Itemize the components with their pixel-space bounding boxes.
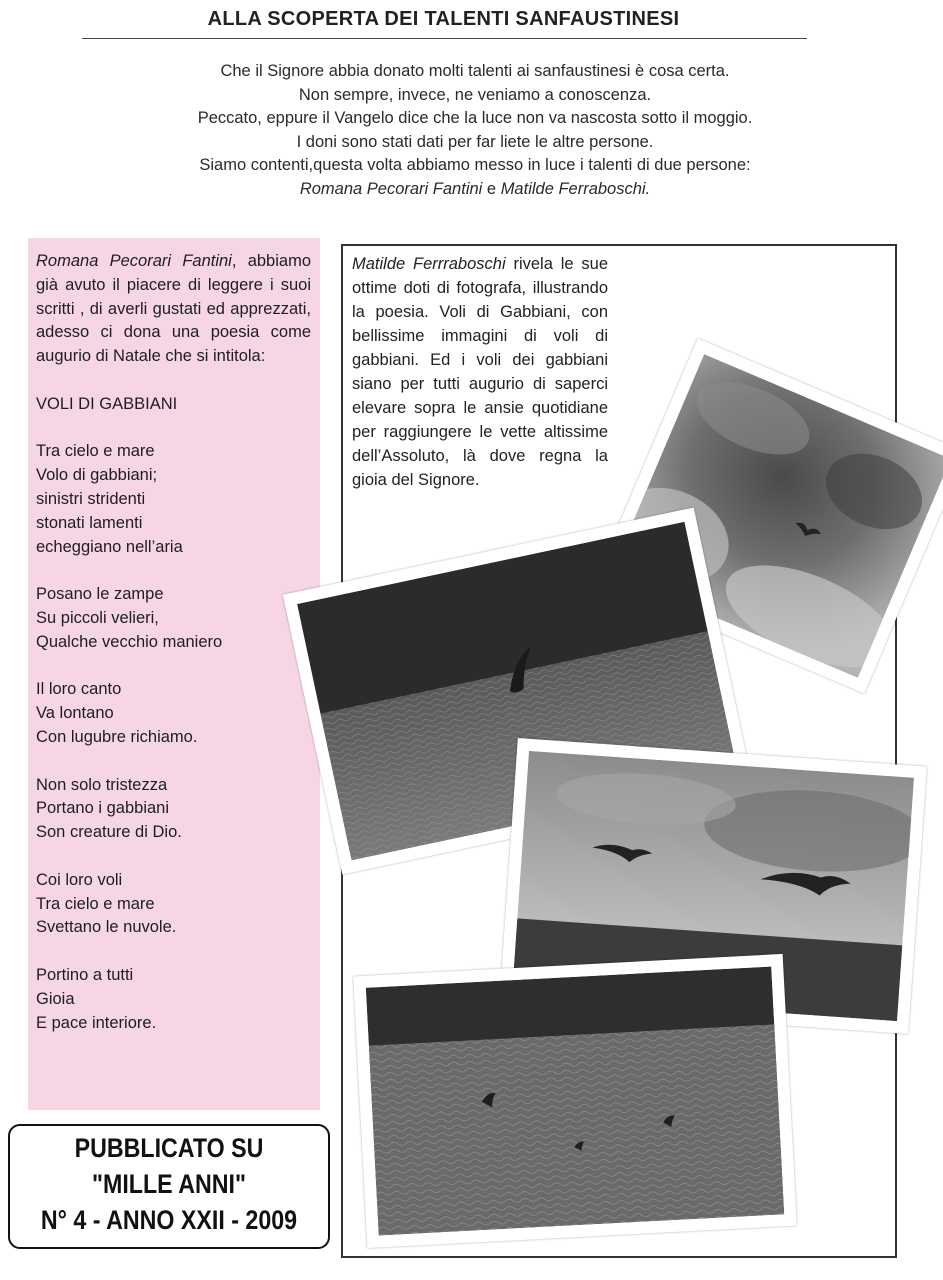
title-divider xyxy=(82,38,807,39)
poem-line: Su piccoli velieri, xyxy=(36,608,159,627)
intro-names-line xyxy=(110,178,840,202)
poem-stanza xyxy=(36,678,311,749)
poem-line: Portino a tutti xyxy=(36,965,134,984)
poem-line: Qualche vecchio maniero xyxy=(36,632,223,651)
poem-line: Non solo tristezza xyxy=(36,775,168,794)
poem-line: Tra cielo e mare xyxy=(36,894,155,913)
stamp-line-1: PUBBLICATO SU xyxy=(74,1133,264,1163)
poem-line: Tra cielo e mare xyxy=(36,442,155,461)
stamp-line-3: N° 4 - ANNO XXII - 2009 xyxy=(40,1205,298,1235)
poem-line: Gioia xyxy=(36,989,75,1008)
poem-line: stonati lamenti xyxy=(36,513,143,532)
photographer-text xyxy=(352,252,608,492)
intro-conjunction: e xyxy=(482,179,501,198)
poem-column xyxy=(28,238,320,1110)
poem-title: VOLI DI GABBIANI xyxy=(36,394,178,413)
poem-intro-text xyxy=(36,250,311,369)
poem-line: Posano le zampe xyxy=(36,585,164,604)
intro-line: I doni sono stati dati per far liete le altre persone. xyxy=(296,132,654,151)
stamp-line-2: "MILLE ANNI" xyxy=(91,1169,247,1199)
poem-line: E pace interiore. xyxy=(36,1013,157,1032)
intro-name-romana: Romana Pecorari Fantini xyxy=(299,179,483,198)
photo-image xyxy=(366,967,784,1236)
poem-line: Con lugubre richiamo. xyxy=(36,727,198,746)
poem-line: sinistri stridenti xyxy=(36,489,146,508)
intro-line: Peccato, eppure il Vangelo dice che la luce non va nascosta sotto il moggio. xyxy=(197,109,753,127)
poem-stanza xyxy=(36,869,311,940)
poem-line: Il loro canto xyxy=(36,680,122,699)
poem-line: echeggiano nell’aria xyxy=(36,537,183,556)
poem-stanza xyxy=(36,440,311,559)
intro-line: Che il Signore abbia donato molti talenti ai sanfaustinesi è cosa certa. xyxy=(220,62,730,80)
photo-sea-distant-gulls xyxy=(353,954,797,1248)
intro-name-matilde: Matilde Ferraboschi. xyxy=(500,179,651,198)
poem-line: Portano i gabbiani xyxy=(36,799,170,818)
poem-line: Coi loro voli xyxy=(36,870,123,889)
poem-line: Va lontano xyxy=(36,704,114,723)
publication-stamp xyxy=(8,1124,330,1249)
poem-stanza xyxy=(36,774,311,845)
poem-author-name: Romana Pecorari Fantini xyxy=(36,252,232,270)
poem-intro-body: , abbiamo già avuto il piacere di leggere i suoi scritti , di averli gustati ed apprezzati, adesso ci dona una poesia come augurio di Natale che si intitola: xyxy=(36,252,311,366)
intro-line: Non sempre, invece, ne veniamo a conoscenza. xyxy=(298,85,652,104)
intro-line: Siamo contenti,questa volta abbiamo messo in luce i talenti di due persone: xyxy=(199,156,751,174)
photographer-body: rivela le sue ottime doti di fotografa, illustrando la poesia. Voli di Gabbiani, con bellissime immagini di voli di gabbiani. Ed i voli dei gabbiani siano per tutti augurio di saperci elevare sopra le ansie quotidiane per raggiungere le vette altissime dell’Assoluto, là dove regna la gioia del Signore. xyxy=(352,255,608,489)
poem-line: Son creature di Dio. xyxy=(36,823,182,842)
page-title: ALLA SCOPERTA DEI TALENTI SANFAUSTINESI xyxy=(207,8,680,30)
poem-stanza xyxy=(36,583,311,654)
poem-line: Svettano le nuvole. xyxy=(36,918,177,937)
photographer-name: Matilde Ferrraboschi xyxy=(352,255,506,273)
intro-paragraph xyxy=(110,60,840,201)
poem-stanza xyxy=(36,964,311,1035)
poem-line: Volo di gabbiani; xyxy=(36,466,158,485)
